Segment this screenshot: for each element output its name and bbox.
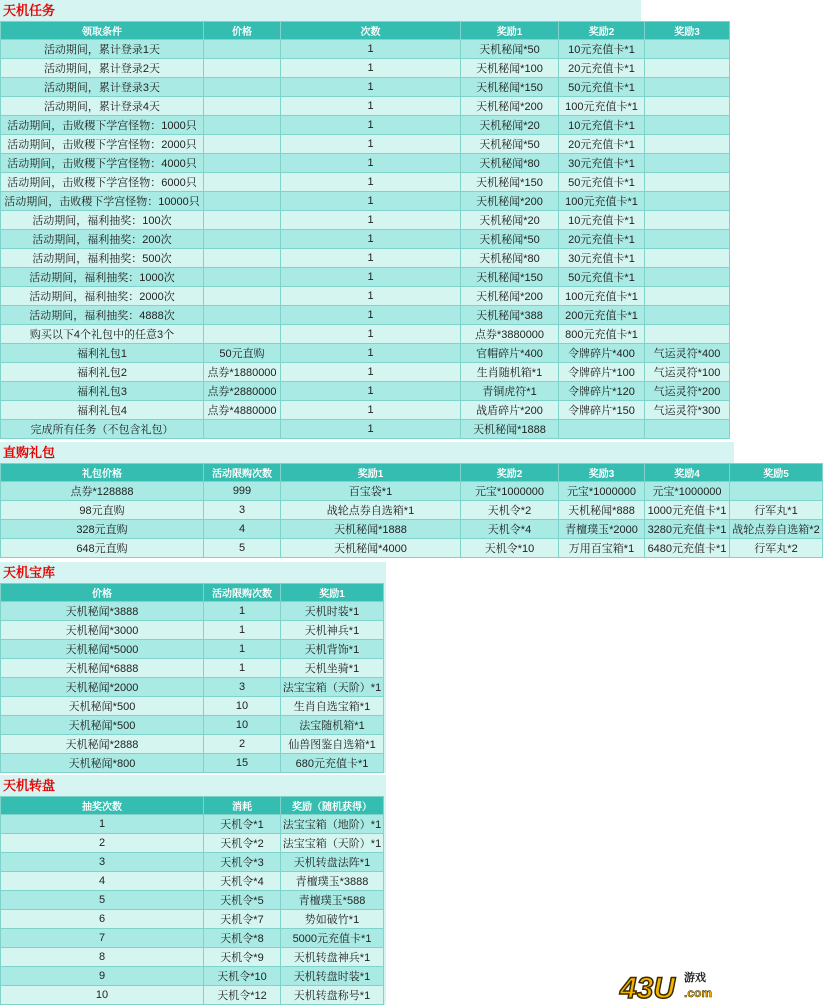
table-row [1,482,823,501]
table-cell: 10 [204,697,281,716]
table-cell [645,306,730,325]
table-cell: 令牌碎片*100 [559,363,645,382]
table-cell [645,192,730,211]
table-cell [645,211,730,230]
table-cell: 天机秘闻*200 [461,287,559,306]
table-cell: 天机时装*1 [281,602,384,621]
table-cell [645,154,730,173]
column-header: 活动限购次数 [204,464,281,482]
table-cell: 10 [204,716,281,735]
table-cell [204,325,281,344]
table-cell: 天机秘闻*80 [461,249,559,268]
table-cell: 完成所有任务（不包含礼包） [1,420,204,439]
table-cell: 800元充值卡*1 [559,325,645,344]
column-header: 奖励（随机获得） [281,797,384,815]
treasury-table [0,583,384,773]
table-cell [645,116,730,135]
table-cell: 活动期间，福利抽奖：500次 [1,249,204,268]
table-cell: 天机令*7 [204,910,281,929]
table-cell: 元宝*1000000 [559,482,645,501]
logo-text: 43U [620,972,676,1005]
table-row [1,135,730,154]
table-cell: 680元充值卡*1 [281,754,384,773]
table-cell [204,192,281,211]
table-cell: 天机令*3 [204,853,281,872]
table-cell: 1 [204,659,281,678]
header-row [1,464,823,482]
table-cell: 活动期间，累计登录1天 [1,40,204,59]
table-row [1,59,730,78]
table-cell: 行军丸*2 [730,539,823,558]
table-cell: 天机秘闻*100 [461,59,559,78]
table-row [1,834,384,853]
table-cell: 1 [281,211,461,230]
table-cell: 1 [281,344,461,363]
table-cell: 1 [204,640,281,659]
table-cell: 天机秘闻*500 [1,697,204,716]
column-header: 奖励5 [730,464,823,482]
table-cell: 1 [281,306,461,325]
table-cell: 5 [204,539,281,558]
table-cell: 3 [204,501,281,520]
table-cell: 天机秘闻*50 [461,230,559,249]
table-cell: 天机转盘时装*1 [281,967,384,986]
table-cell: 20元充值卡*1 [559,230,645,249]
table-row [1,539,823,558]
table-cell: 战轮点券自选箱*1 [281,501,461,520]
table-cell: 活动期间，击败稷下学宫怪物：6000只 [1,173,204,192]
table-cell: 令牌碎片*400 [559,344,645,363]
table-cell [730,482,823,501]
table-row [1,659,384,678]
column-header: 奖励2 [559,22,645,40]
table-cell: 1 [281,325,461,344]
table-cell: 天机令*9 [204,948,281,967]
column-header: 领取条件 [1,22,204,40]
table-row [1,520,823,539]
table-cell: 3 [204,678,281,697]
table-cell: 天机秘闻*1888 [461,420,559,439]
table-cell [645,230,730,249]
table-cell [645,325,730,344]
table-cell: 天机令*8 [204,929,281,948]
table-cell [204,173,281,192]
table-cell: 20元充值卡*1 [559,59,645,78]
table-row [1,910,384,929]
table-cell: 7 [1,929,204,948]
table-cell: 1 [281,59,461,78]
table-cell: 青铜虎符*1 [461,382,559,401]
table-cell [204,78,281,97]
table-cell: 999 [204,482,281,501]
table-cell [645,59,730,78]
table-cell [204,154,281,173]
table-cell: 百宝袋*1 [281,482,461,501]
table-cell [645,420,730,439]
table-row [1,230,730,249]
table-cell: 200元充值卡*1 [559,306,645,325]
table-row [1,173,730,192]
table-row [1,211,730,230]
table-cell: 4 [1,872,204,891]
table-cell: 元宝*1000000 [461,482,559,501]
direct-purchase-table [0,463,823,558]
table-cell: 点券*1880000 [204,363,281,382]
table-row [1,967,384,986]
table-cell: 活动期间，击败稷下学宫怪物：10000只 [1,192,204,211]
table-row [1,948,384,967]
table-cell: 3 [1,853,204,872]
table-cell: 9 [1,967,204,986]
table-cell: 活动期间，击败稷下学宫怪物：2000只 [1,135,204,154]
table-cell: 青檀璞玉*588 [281,891,384,910]
table-row [1,287,730,306]
table-cell: 令牌碎片*150 [559,401,645,420]
table-cell: 天机令*10 [204,967,281,986]
table-row [1,306,730,325]
table-cell: 50元充值卡*1 [559,173,645,192]
table-cell: 天机秘闻*500 [1,716,204,735]
table-cell: 活动期间，福利抽奖：4888次 [1,306,204,325]
table-cell: 生肖随机箱*1 [461,363,559,382]
table-row [1,716,384,735]
column-header: 奖励4 [645,464,730,482]
table-cell: 5 [1,891,204,910]
table-cell: 6 [1,910,204,929]
table-cell [645,268,730,287]
table-cell [645,40,730,59]
table-cell: 5000元充值卡*1 [281,929,384,948]
table-row [1,735,384,754]
table-cell: 天机秘闻*5000 [1,640,204,659]
table-cell: 天机秘闻*800 [1,754,204,773]
table-cell: 活动期间，击败稷下学宫怪物：4000只 [1,154,204,173]
header-row [1,797,384,815]
section-tianji-wheel [0,775,386,1005]
table-cell [204,59,281,78]
section-title: 直购礼包 [3,445,56,460]
column-header: 消耗 [204,797,281,815]
table-cell: 青檀璞玉*3888 [281,872,384,891]
table-cell: 1 [281,287,461,306]
column-header: 价格 [204,22,281,40]
table-cell: 天机秘闻*2000 [1,678,204,697]
table-cell: 点券*4880000 [204,401,281,420]
table-row [1,97,730,116]
table-cell [204,230,281,249]
table-cell: 天机秘闻*3000 [1,621,204,640]
table-cell: 20元充值卡*1 [559,135,645,154]
column-header: 次数 [281,22,461,40]
table-row [1,325,730,344]
table-row [1,249,730,268]
table-cell: 1 [281,135,461,154]
table-cell: 1 [281,173,461,192]
table-cell: 1 [281,97,461,116]
table-cell [645,287,730,306]
table-cell: 法宝宝箱（地阶）*1 [281,815,384,834]
table-cell [204,287,281,306]
table-cell: 天机神兵*1 [281,621,384,640]
table-cell [645,78,730,97]
logo-sub1: 游戏 [684,971,706,984]
table-cell [559,420,645,439]
column-header: 奖励3 [559,464,645,482]
table-row [1,420,730,439]
table-cell: 天机秘闻*4000 [281,539,461,558]
table-cell [204,135,281,154]
table-cell: 天机秘闻*388 [461,306,559,325]
table-cell: 天机转盘神兵*1 [281,948,384,967]
table-cell: 98元直购 [1,501,204,520]
table-cell: 天机秘闻*3888 [1,602,204,621]
section-title: 天机宝库 [3,565,56,580]
table-cell: 点券*128888 [1,482,204,501]
table-cell: 天机秘闻*50 [461,40,559,59]
table-cell: 天机背饰*1 [281,640,384,659]
table-cell: 天机令*5 [204,891,281,910]
table-cell: 福利礼包1 [1,344,204,363]
section-direct-purchase [0,442,820,558]
header-row [1,584,384,602]
table-cell: 活动期间，击败稷下学宫怪物：1000只 [1,116,204,135]
table-cell: 活动期间，福利抽奖：1000次 [1,268,204,287]
table-cell: 8 [1,948,204,967]
table-row [1,621,384,640]
table-cell: 1 [281,192,461,211]
table-cell: 30元充值卡*1 [559,249,645,268]
table-cell: 活动期间，福利抽奖：2000次 [1,287,204,306]
table-cell: 天机秘闻*200 [461,192,559,211]
table-cell: 战轮点券自选箱*2 [730,520,823,539]
table-cell: 1 [281,268,461,287]
table-cell: 天机秘闻*80 [461,154,559,173]
table-cell: 50元充值卡*1 [559,268,645,287]
table-cell [204,268,281,287]
table-cell: 6480元充值卡*1 [645,539,730,558]
table-cell: 1 [281,363,461,382]
table-cell: 令牌碎片*120 [559,382,645,401]
table-cell: 天机令*10 [461,539,559,558]
section-title: 天机任务 [3,3,56,18]
column-header: 价格 [1,584,204,602]
table-cell: 2 [1,834,204,853]
table-cell [204,116,281,135]
table-cell [645,173,730,192]
table-cell: 10 [1,986,204,1005]
table-row [1,872,384,891]
table-cell [204,420,281,439]
column-header: 奖励2 [461,464,559,482]
table-cell: 50元充值卡*1 [559,78,645,97]
table-cell: 2 [204,735,281,754]
table-cell: 30元充值卡*1 [559,154,645,173]
table-cell: 势如破竹*1 [281,910,384,929]
table-cell [204,97,281,116]
section-tianji-tasks [0,0,721,439]
table-cell: 1 [204,602,281,621]
table-cell: 天机令*4 [461,520,559,539]
table-cell: 10元充值卡*1 [559,40,645,59]
table-cell: 福利礼包3 [1,382,204,401]
table-cell: 天机秘闻*150 [461,268,559,287]
table-cell: 点券*3880000 [461,325,559,344]
table-cell: 天机令*2 [204,834,281,853]
column-header: 奖励3 [645,22,730,40]
table-cell: 天机令*12 [204,986,281,1005]
table-row [1,697,384,716]
table-cell: 天机秘闻*200 [461,97,559,116]
table-cell: 法宝随机箱*1 [281,716,384,735]
table-cell: 1 [281,401,461,420]
table-cell: 天机秘闻*150 [461,173,559,192]
table-cell: 1 [281,116,461,135]
table-cell: 仙兽图鉴自选箱*1 [281,735,384,754]
table-row [1,986,384,1005]
logo-sub2: .com [684,986,713,1000]
table-cell: 1 [281,40,461,59]
table-cell: 万用百宝箱*1 [559,539,645,558]
section-title: 天机转盘 [3,778,56,793]
table-cell: 点券*2880000 [204,382,281,401]
table-cell: 1 [204,621,281,640]
table-cell: 天机秘闻*2888 [1,735,204,754]
table-cell [204,40,281,59]
table-cell [204,211,281,230]
table-cell [645,97,730,116]
table-cell: 100元充值卡*1 [559,287,645,306]
table-cell: 福利礼包2 [1,363,204,382]
table-cell: 法宝宝箱（天阶）*1 [281,678,384,697]
table-cell: 天机令*2 [461,501,559,520]
table-cell: 1 [281,230,461,249]
table-cell: 648元直购 [1,539,204,558]
table-cell: 气运灵符*400 [645,344,730,363]
column-header: 抽奖次数 [1,797,204,815]
column-header: 活动限购次数 [204,584,281,602]
column-header: 奖励1 [461,22,559,40]
table-row [1,929,384,948]
tasks-table [0,21,730,439]
table-cell: 福利礼包4 [1,401,204,420]
table-cell: 1 [1,815,204,834]
table-cell: 10元充值卡*1 [559,116,645,135]
table-cell: 元宝*1000000 [645,482,730,501]
table-cell: 活动期间，累计登录4天 [1,97,204,116]
table-cell: 天机秘闻*150 [461,78,559,97]
table-cell: 1 [281,154,461,173]
table-row [1,192,730,211]
table-cell: 100元充值卡*1 [559,192,645,211]
table-row [1,602,384,621]
table-cell: 天机秘闻*20 [461,211,559,230]
table-cell: 活动期间，累计登录2天 [1,59,204,78]
table-cell: 天机秘闻*888 [559,501,645,520]
table-cell: 行军丸*1 [730,501,823,520]
table-cell [204,306,281,325]
table-cell: 100元充值卡*1 [559,97,645,116]
table-cell: 气运灵符*300 [645,401,730,420]
table-cell: 活动期间，福利抽奖：100次 [1,211,204,230]
table-cell: 战盾碎片*200 [461,401,559,420]
table-cell: 1 [281,78,461,97]
table-cell: 4 [204,520,281,539]
table-cell: 天机转盘法阵*1 [281,853,384,872]
table-cell: 1 [281,249,461,268]
column-header: 奖励1 [281,584,384,602]
table-cell: 官帽碎片*400 [461,344,559,363]
table-cell: 1000元充值卡*1 [645,501,730,520]
table-row [1,678,384,697]
table-cell: 青檀璞玉*2000 [559,520,645,539]
column-header: 奖励1 [281,464,461,482]
table-cell: 生肖自选宝箱*1 [281,697,384,716]
table-cell: 法宝宝箱（天阶）*1 [281,834,384,853]
table-row [1,401,730,420]
table-cell: 1 [281,420,461,439]
table-cell: 购买以下4个礼包中的任意3个 [1,325,204,344]
table-row [1,382,730,401]
table-cell: 天机令*1 [204,815,281,834]
table-cell: 天机秘闻*50 [461,135,559,154]
table-cell: 气运灵符*100 [645,363,730,382]
wheel-table [0,796,384,1005]
table-cell: 15 [204,754,281,773]
table-row [1,891,384,910]
table-cell: 天机秘闻*1888 [281,520,461,539]
site-logo [618,965,728,1005]
table-cell [204,249,281,268]
table-row [1,116,730,135]
table-row [1,268,730,287]
table-cell: 3280元充值卡*1 [645,520,730,539]
table-row [1,40,730,59]
column-header: 礼包价格 [1,464,204,482]
table-row [1,754,384,773]
table-cell [645,249,730,268]
table-cell: 气运灵符*200 [645,382,730,401]
table-cell: 天机秘闻*6888 [1,659,204,678]
table-cell [645,135,730,154]
table-cell: 天机令*4 [204,872,281,891]
table-cell: 50元直购 [204,344,281,363]
table-row [1,501,823,520]
table-cell: 1 [281,382,461,401]
table-cell: 天机转盘称号*1 [281,986,384,1005]
table-cell: 活动期间，福利抽奖：200次 [1,230,204,249]
table-row [1,853,384,872]
table-cell: 活动期间，累计登录3天 [1,78,204,97]
table-cell: 天机坐骑*1 [281,659,384,678]
section-tianji-treasury [0,562,386,773]
table-row [1,344,730,363]
table-row [1,640,384,659]
table-row [1,363,730,382]
table-cell: 10元充值卡*1 [559,211,645,230]
table-cell: 天机秘闻*20 [461,116,559,135]
table-row [1,78,730,97]
header-row [1,22,730,40]
table-row [1,815,384,834]
table-cell: 328元直购 [1,520,204,539]
table-row [1,154,730,173]
